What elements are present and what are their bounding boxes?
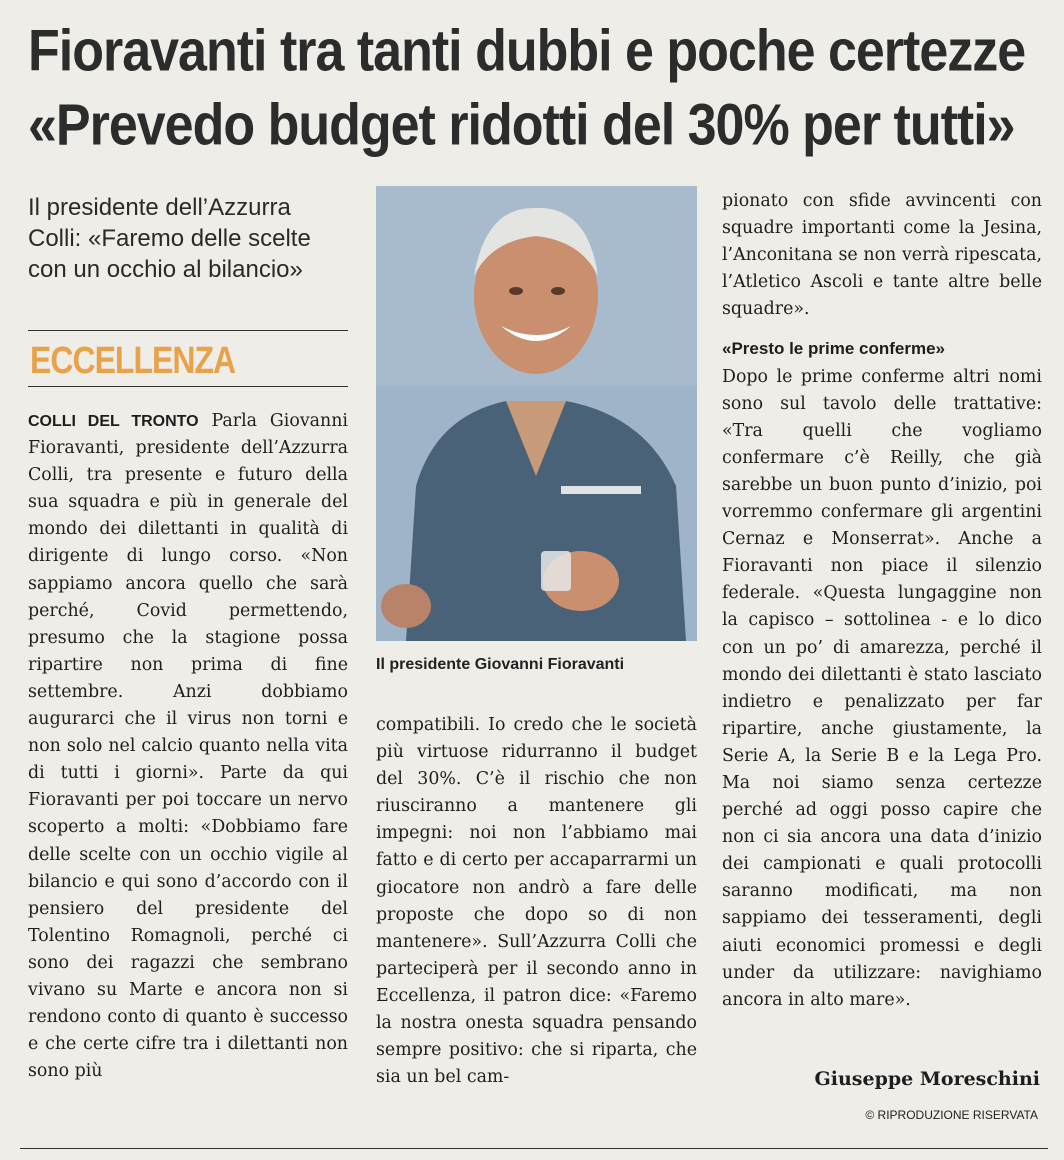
article-text-middle: compatibili. Io credo che le società più virtuose ridurranno il budget del 30%. C’è il rischio che non riusciranno a mantenere gli impegni: noi non l’abbiamo mai fatto e di certo per accaparrarmi un giocatore non andrò a fare delle proposte che dopo so di non mantenere». Sull’Azzurra Colli che parteciperà per il secondo anno in Eccellenza, il patron dice: «Faremo la nostra onesta squadra pensando sempre positivo: che si riparta, che sia un bel cam- [376,715,697,1088]
author-byline: Giuseppe Moreschini [814,1068,1040,1090]
article-text-right-body: Dopo le prime conferme altri nomi sono sul tavolo delle trattative: «Tra quelli che vogliamo confermare c’è Reilly, che già sarebbe un buon punto d’inizio, poi vorremmo confermare gli argentini Cernaz e Monserrat». Anche a Fioravanti non piace il silenzio federale. «Questa lungaggine non la capisco – sottolinea - e lo dico con un po’ di amarezza, perché il mondo dei dilettanti è stato lasciato indietro e penalizzato per far ripartire, anche giustamente, la Serie A, la Serie B e la Lega Pro. Ma noi siamo senza certezze perché ad oggi posso capire che non ci sia ancora una data d’inizio dei campionati e quali protocolli saranno modificati, ma non sappiamo dei tesseramenti, degli aiuti economici promessi e degli under da utilizzare: navighiamo ancora in alto mare». [722,366,1042,1010]
article-column-right [722,188,1042,1014]
section-label: ECCELLENZA [30,338,236,382]
headline-line-2: «Prevedo budget ridotti del 30% per tutti» [28,93,1015,159]
article-text-right-top: pionato con sfide avvincenti con squadre importanti come la Jesina, l’Anconitana se non verrà ripescata, l’Atletico Ascoli e tante altre belle squadre». [722,191,1042,320]
article-subhead: «Presto le prime conferme» [722,339,945,359]
president-photo [376,186,697,641]
article-column-middle [376,712,697,1091]
article-text-left: Parla Giovanni Fioravanti, presidente dell’Azzurra Colli, tra presente e futuro della sua squadra e più in generale del mondo dei dilettanti in qualità di dirigente di lungo corso. «Non sappiamo ancora quello che sarà perché, Covid permettendo, presumo che la stagione possa ripartire non prima di fine settembre. Anzi dobbiamo augurarci che il virus non torni e non solo nel calcio quanto nella vita di tutti i giorni». Parte da qui Fioravanti per poi toccare un nervo scoperto a molti: «Dobbiamo fare delle scelte con un occhio vigile al bilancio e qui sono d’accordo con il pensiero del presidente del Tolentino Romagnoli, perché ci sono dei ragazzi che sembrano vivano su Marte e ancora non si rendono conto di quanto è successo e che certe cifre tra i dilettanti non sono più [28,411,348,1082]
subheadline: Il presidente dell’Azzurra Colli: «Faremo delle scelte con un occhio al bilancio» [28,194,311,283]
article-column-left [28,408,348,1085]
dateline: COLLI DEL TRONTO [28,413,199,430]
section-rule-top [28,330,348,331]
bottom-rule [20,1148,1048,1149]
section-rule-bottom [28,386,348,387]
photo-caption: Il presidente Giovanni Fioravanti [376,656,625,673]
president-photo-illustration [376,186,697,641]
headline-line-1: Fioravanti tra tanti dubbi e poche certezze [28,19,1026,85]
copyright-notice: © RIPRODUZIONE RISERVATA [865,1108,1038,1122]
